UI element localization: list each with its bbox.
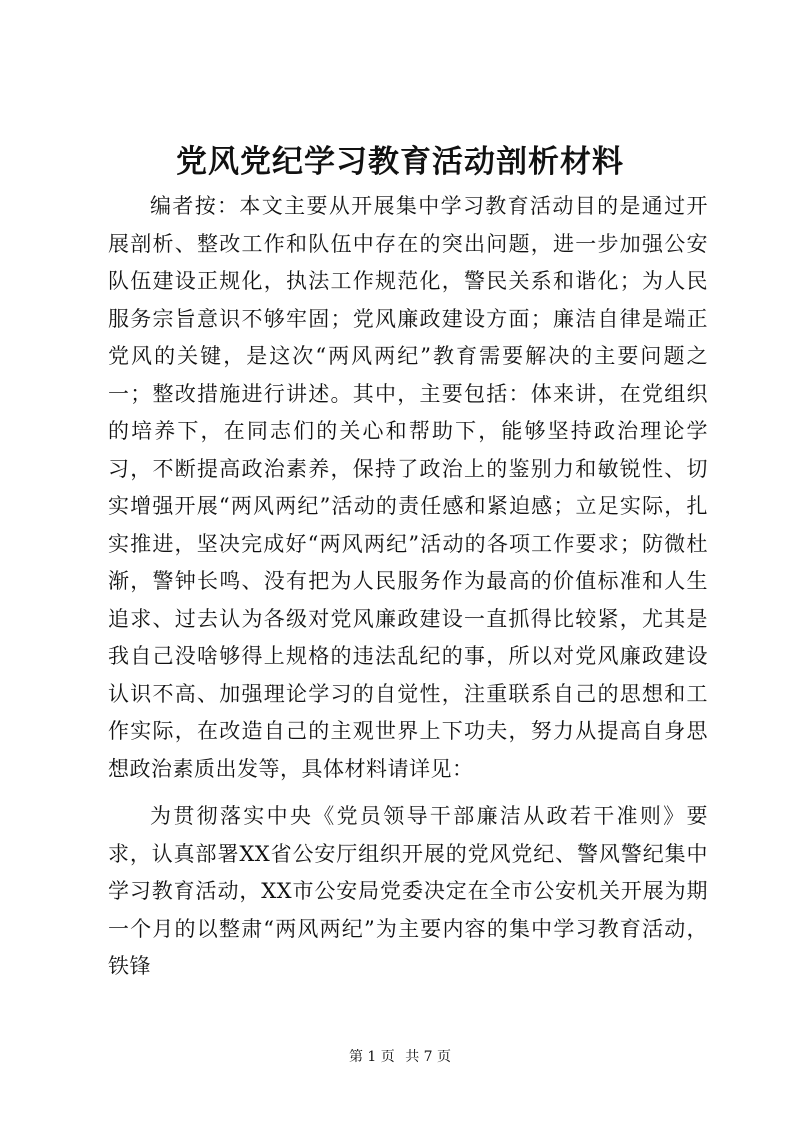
paragraph-editor-note: 编者按：本文主要从开展集中学习教育活动目的是通过开展剖析、整改工作和队伍中存在的突出问题，进一步加强公安队伍建设正规化，执法工作规范化，警民关系和谐化；为人民服务宗旨意识不够牢固；党风廉政建设方面；廉洁自律是端正党风的关键，是这次“两风两纪”教育需要解决的主要问题之一；整改措施进行讲述。其中，主要包括：体来讲，在党组织的培养下，在同志们的关心和帮助下，能够坚持政治理论学习，不断提高政治素养，保持了政治上的鉴别力和敏锐性、切实增强开展“两风两纪”活动的责任感和紧迫感；立足实际，扎实推进，坚决完成好“两风两纪”活动的各项工作要求；防微杜渐，警钟长鸣、没有把为人民服务作为最高的价值标准和人生追求、过去认为各级对党风廉政建设一直抓得比较紧，尤其是我自己没啥够得上规格的违法乱纪的事，所以对党风廉政建设认识不高、加强理论学习的自觉性，注重联系自己的思想和工作实际，在改造自己的主观世界上下功夫，努力从提高自身思想政治素质出发等，具体材料请详见： [108,194,708,781]
paragraph-body: 为贯彻落实中央《党员领导干部廉洁从政若干准则》要求，认真部署XX省公安厅组织开展的党风党纪、警风警纪集中学习教育活动，XX市公安局党委决定在全市公安机关开展为期一个月的以整肃“两风两纪”为主要内容的集中学习教育活动，铁锋 [108,804,708,978]
page-number: 第 1 页 [348,1049,395,1065]
page-footer [0,1047,800,1067]
page-total: 共 7 页 [405,1049,452,1065]
document-body [108,188,708,986]
page-title: 党风党纪学习教育活动剖析材料 [176,144,624,180]
